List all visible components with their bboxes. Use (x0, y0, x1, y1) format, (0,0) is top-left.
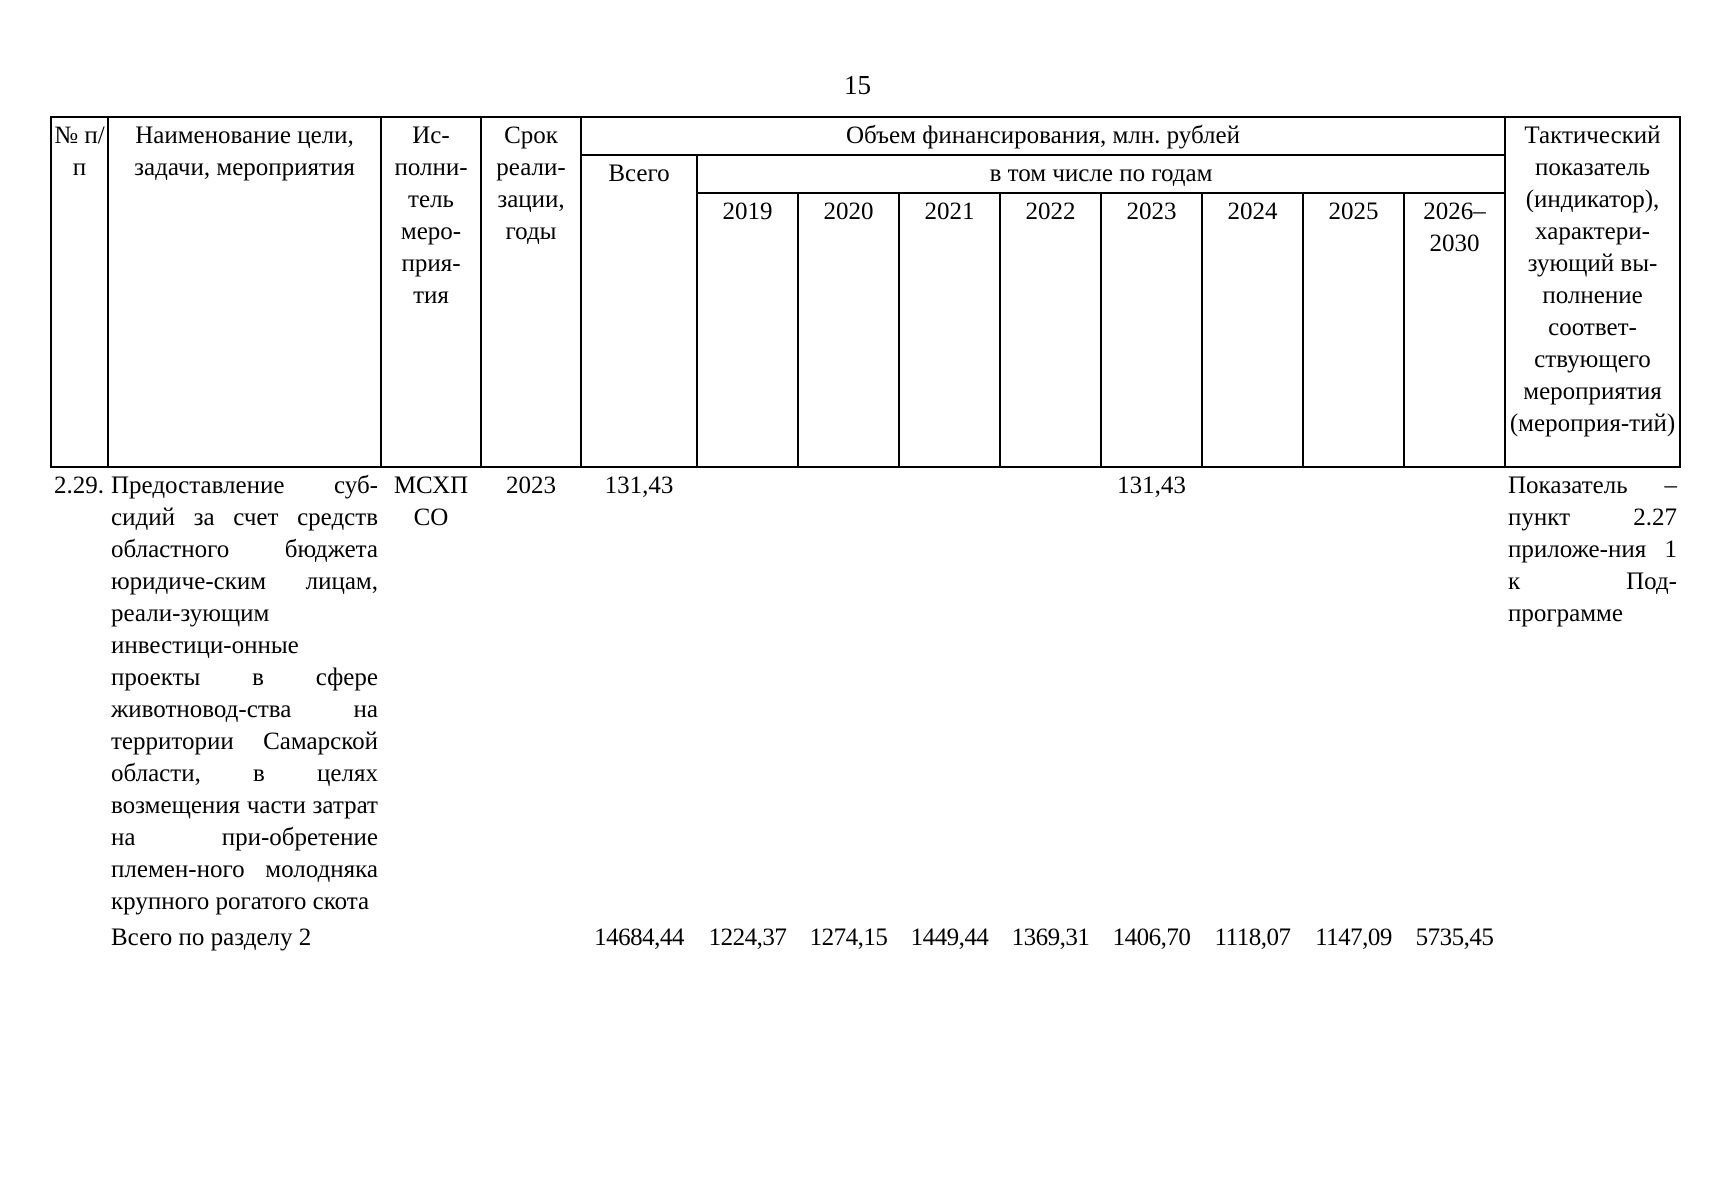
page-number: 15 (844, 70, 871, 100)
row-year-value: 131,43 (1117, 472, 1186, 499)
header-executor: Ис-полни-тель меро-прия-тия (381, 117, 481, 467)
header-year: 2024 (1202, 193, 1303, 467)
header-year: 2023 (1101, 193, 1202, 467)
section-total-year: 1147,09 (1315, 924, 1392, 951)
row-indicator: Показатель – пункт 2.27 приложе-ния 1 к Под-программе (1508, 472, 1677, 627)
header-year: 2020 (798, 193, 899, 467)
row-name: Предоставление суб-сидий за счет средств областного бюджета юридиче-ским лицам, реали-зующим инвестици-онные проекты в сфере животновод-ства на территории Самарской области, в целях возмещения части затрат на при-обретение племен-ного молодняка крупного рогатого скота (111, 472, 378, 915)
header-indicator: Тактический показатель (индикатор), характери-зующий вы-полнение соответ-ствующего мероприятия (мероприя-тий) (1505, 117, 1680, 467)
header-year: 2026–2030 (1404, 193, 1505, 467)
row-year-value (1303, 467, 1404, 920)
section-total-year: 1274,15 (809, 924, 888, 951)
row-total: 131,43 (604, 472, 674, 499)
row-executor: МСХП СО (393, 472, 469, 531)
header-year: 2025 (1303, 193, 1404, 467)
header-name: Наименование цели, задачи, мероприятия (108, 117, 381, 467)
financing-table (50, 116, 1681, 956)
header-term: Срок реали-зации, годы (481, 117, 581, 467)
section-total-year: 1224,37 (708, 924, 787, 951)
row-year-value (1000, 467, 1101, 920)
table-row (51, 467, 1680, 920)
header-by-years: в том числе по годам (697, 155, 1505, 193)
header-funding: Объем финансирования, млн. рублей (581, 117, 1505, 155)
header-year: 2022 (1000, 193, 1101, 467)
section-total-year: 1406,70 (1112, 924, 1191, 951)
section-total-year: 1118,07 (1214, 924, 1291, 951)
section-total-label: Всего по разделу 2 (111, 924, 312, 951)
section-total-year: 1449,44 (910, 924, 989, 951)
header-year: 2019 (697, 193, 798, 467)
row-term: 2023 (506, 472, 556, 499)
row-year-value (1202, 467, 1303, 920)
header-num: № п/п (51, 117, 108, 467)
row-year-value (798, 467, 899, 920)
row-year-value (697, 467, 798, 920)
section-total-year: 1369,31 (1011, 924, 1090, 951)
row-num: 2.29. (54, 472, 104, 499)
section-total-year: 5735,45 (1415, 924, 1494, 951)
header-year: 2021 (899, 193, 1000, 467)
section-total-row (51, 920, 1680, 956)
row-year-value (1404, 467, 1505, 920)
section-total-sum: 14684,44 (594, 924, 684, 951)
row-year-value (899, 467, 1000, 920)
header-total: Всего (581, 155, 697, 467)
